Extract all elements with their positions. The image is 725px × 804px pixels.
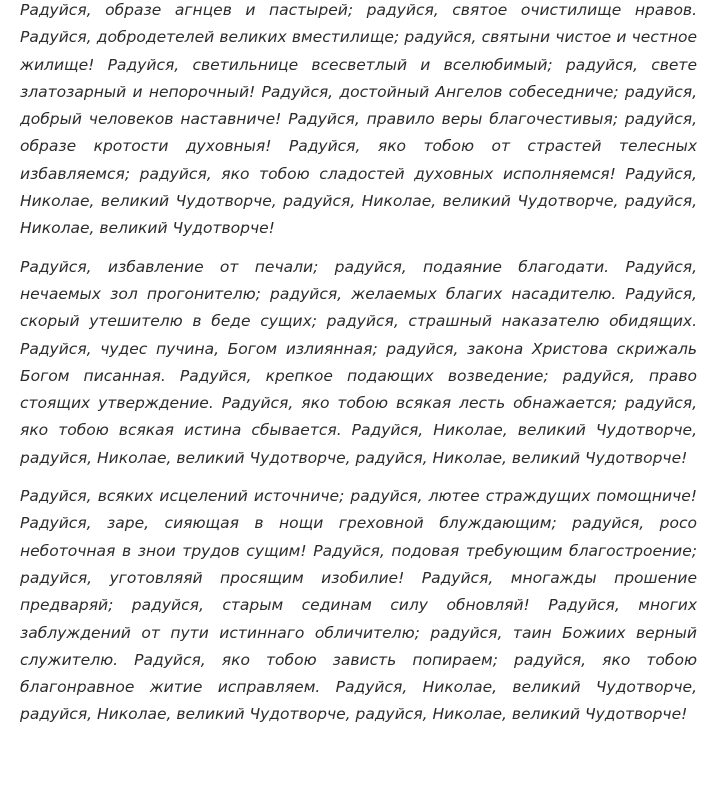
paragraph-2: Радуйся, избавление от печали; радуйся, подаяние благодати. Радуйся, нечаемых зол прогонителю; радуйся, желаемых благих насадителю. Радуйся, скорый утешителю в беде сущих; радуйся, страшный наказателю обидящих. Радуйся, чудес пучина, Богом излиянная; радуйся, закона Христова скрижаль Богом писанная. Радуйся, крепкое подающих возведение; радуйся, право стоящих утверждение. Радуйся, яко тобою всякая лесть обнажается; радуйся, яко тобою всякая истина сбывается. Радуйся, Николае, великий Чудотворче, радуйся, Николае, великий Чудотворче, радуйся, Николае, великий Чудотворче! <box>20 257 697 467</box>
paragraph-1: Радуйся, образе агнцев и пастырей; радуйся, святое очистилище нравов. Радуйся, добродетелей великих вместилище; радуйся, святыни чистое и честное жилище! Радуйся, светильнице всесветлый и вселюбимый; радуйся, свете златозарный и непорочный! Радуйся, достойный Ангелов собеседниче; радуйся, добрый человеков наставниче! Радуйся, правило веры благочестивыя; радуйся, образе кротости духовныя! Радуйся, яко тобою от страстей телесных избавляемся; радуйся, яко тобою сладостей духовных исполняемся! Радуйся, Николае, великий Чудотворче, радуйся, Николае, великий Чудотворче, радуйся, Николае, великий Чудотворче! <box>20 1 697 238</box>
paragraph-3: Радуйся, всяких исцелений источниче; радуйся, лютее страждущих помощниче! Радуйся, заре, сияющая в нощи греховной блуждающим; радуйся, росо неботочная в знои трудов сущим! Радуйся, подовая требующим благостроение; радуйся, уготовляяй просящим изобилие! Радуйся, многажды прошение предваряй; радуйся, старым сединам силу обновляй! Радуйся, многих заблуждений от пути истиннаго обличителю; радуйся, таин Божиих верный служителю. Радуйся, яко тобою зависть попираем; радуйся, яко тобою благонравное житие исправляем. Радуйся, Николае, великий Чудотворче, радуйся, Николае, великий Чудотворче, радуйся, Николае, великий Чудотворче! <box>20 487 697 724</box>
